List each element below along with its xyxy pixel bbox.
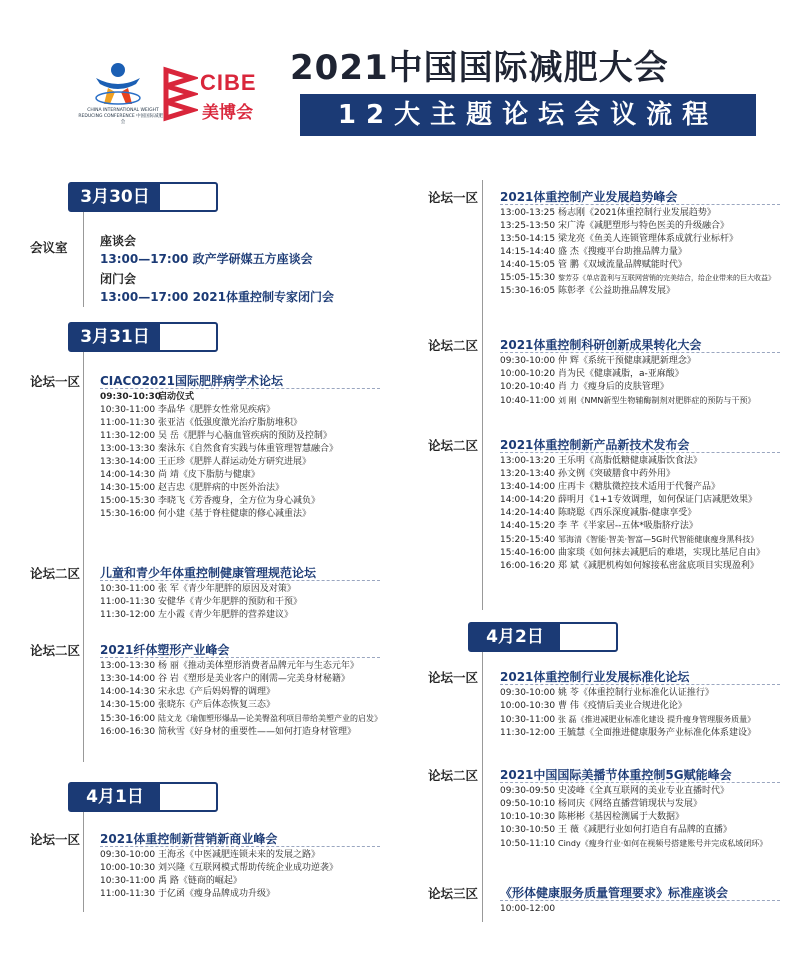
divider bbox=[100, 580, 380, 581]
agenda-item: 10:00-10:30 曹 伟《疫情后美业合规进化论》 bbox=[500, 701, 687, 711]
timeline-line bbox=[83, 812, 84, 912]
agenda-list bbox=[500, 687, 756, 740]
divider bbox=[500, 204, 780, 205]
agenda-item: 14:40-15:20 李 芊《半家居--五体*吸脂脐疗法》 bbox=[500, 521, 698, 531]
agenda-item: 10:30-11:00 张 磊《推进减肥业标准化建设 提升瘦身管理服务质量》 bbox=[500, 715, 756, 725]
timeline-line bbox=[83, 352, 84, 762]
venue-label: 论坛二区 bbox=[30, 566, 81, 581]
date-tag-0401 bbox=[68, 782, 218, 812]
divider bbox=[500, 900, 780, 901]
venue-label: 论坛一区 bbox=[428, 670, 479, 685]
agenda-item: 10:30-10:50 王 薇《减肥行业如何打造自有品牌的直播》 bbox=[500, 825, 732, 835]
agenda-item: 13:00-13:30 秦泳东《自然食育实践与体重管理智慧融合》 bbox=[100, 444, 339, 454]
agenda-item: 11:30-12:00 左小霞《青少年肥胖的营养建议》 bbox=[100, 610, 294, 620]
session-line: 13:00—17:00 政产学研媒五方座谈会 bbox=[100, 252, 313, 266]
timeline-line bbox=[482, 652, 483, 922]
timeline-line bbox=[83, 212, 84, 307]
agenda-item: 11:00-11:30 于亿函《瘦身品牌成功升级》 bbox=[100, 889, 276, 899]
divider bbox=[100, 846, 380, 847]
page-subtitle: 12大主题论坛会议流程 bbox=[337, 100, 719, 130]
cibe-logo-icon bbox=[162, 66, 198, 122]
agenda-item: 15:40-16:00 曲家琰《如何抹去减肥后的难堪，实现比基尼自由》 bbox=[500, 548, 766, 558]
conference-logo bbox=[78, 60, 168, 140]
agenda-item: 15:05-15:30 黎芳芬《单店盈利与互联网营销的完美结合，给企业带来的巨大收益》 bbox=[500, 273, 775, 283]
agenda-list bbox=[100, 391, 338, 521]
agenda-item: 09:30-10:00 仲 辉《系统干预健康减肥新理念》 bbox=[500, 356, 696, 366]
agenda-item: 10:00-12:00 bbox=[500, 904, 556, 914]
divider bbox=[500, 452, 780, 453]
agenda-item: 10:50-11:10 Cindy《瘦身行业·如何在视频号搭建账号并完成私域闭环》 bbox=[500, 839, 768, 849]
agenda-item: 09:50-10:10 杨同庆《网络直播营销现状与发展》 bbox=[500, 799, 703, 809]
date-tag-0402 bbox=[468, 622, 618, 652]
forum-title: 2021体重控制产业发展趋势峰会 bbox=[500, 190, 678, 204]
agenda-item: 13:25-13:50 宋广涛《减肥塑形与特色医美的升级融合》 bbox=[500, 221, 730, 231]
session-line: 13:00—17:00 2021体重控制专家闭门会 bbox=[100, 290, 334, 304]
agenda-item: 09:30-10:00 王海丞《中医减肥连锁未来的发展之路》 bbox=[100, 850, 321, 860]
agenda-item: 15:20-15:40 邹海清《智能·智美·智富—5G时代智能健康瘦身黑科技》 bbox=[500, 535, 759, 545]
agenda-list bbox=[500, 355, 755, 408]
venue-label: 论坛二区 bbox=[30, 643, 81, 658]
divider bbox=[500, 684, 780, 685]
date-tag-0330 bbox=[68, 182, 218, 212]
agenda-item: 09:30-10:30启动仪式 bbox=[100, 392, 195, 402]
agenda-list bbox=[500, 455, 765, 573]
agenda-item: 13:00-13:30 杨 丽《推动美体塑形消费者品牌元年与生态元年》 bbox=[100, 661, 359, 671]
agenda-item: 16:00-16:30 简秋雪《好身材的重要性——如何打造身材管理》 bbox=[100, 727, 357, 737]
date-label: 4月1日 bbox=[70, 784, 160, 810]
agenda-item: 14:00-14:30 尚 靖《皮下脂肪与健康》 bbox=[100, 470, 260, 480]
divider bbox=[100, 657, 380, 658]
date-label: 3月30日 bbox=[70, 184, 160, 210]
agenda-item: 10:30-11:00 张 军《青少年肥胖的原因及对策》 bbox=[100, 584, 296, 594]
forum-title: 2021体重控制新营销新商业峰会 bbox=[100, 832, 278, 846]
agenda-item: 14:00-14:30 宋永忠《产后妈妈臀的调理》 bbox=[100, 687, 276, 697]
forum-title: 2021体重控制行业发展标准化论坛 bbox=[500, 670, 690, 684]
agenda-list bbox=[100, 583, 302, 622]
agenda-item: 15:00-15:30 李晓飞《芳香瘦身，全方位为身心减负》 bbox=[100, 496, 321, 506]
agenda-item: 13:50-14:15 梁龙亮《鱼美人连锁管理体系成就行业标杆》 bbox=[500, 234, 739, 244]
agenda-item: 10:10-10:30 陈彬彬《基因检测属于大数据》 bbox=[500, 812, 685, 822]
cibe-logo-cn: 美博会 bbox=[202, 103, 253, 123]
forum-title: 2021中国国际美播节体重控制5G赋能峰会 bbox=[500, 768, 732, 782]
agenda-item: 13:30-14:00 谷 岩《塑形是美业客户的刚需—完美身材秘籍》 bbox=[100, 674, 350, 684]
agenda-item: 13:00-13:20 王乐明《高脂低糖健康减脂饮食法》 bbox=[500, 456, 703, 466]
cibe-logo-en: CIBE bbox=[200, 70, 257, 95]
agenda-item: 09:30-09:50 史凌峰《全真互联网的美业专业直播时代》 bbox=[500, 786, 730, 796]
forum-title: 2021纤体塑形产业峰会 bbox=[100, 643, 230, 657]
date-label: 3月31日 bbox=[70, 324, 160, 350]
agenda-item: 15:30-16:00 陆文龙《瑜伽塑形爆品—论美臀盈利项目带给美塑产业的启发》 bbox=[100, 714, 382, 724]
agenda-item: 11:00-11:30 张亚洁《低强度激光治疗脂肪堆积》 bbox=[100, 418, 303, 428]
venue-label: 论坛二区 bbox=[428, 338, 479, 353]
agenda-item: 14:20-14:40 陈晓聪《西乐深度减脂-健康享受》 bbox=[500, 508, 697, 518]
session-name: 座谈会 bbox=[100, 234, 137, 248]
agenda-item: 14:30-15:00 赵吉忠《肥胖病的中医外治法》 bbox=[100, 483, 285, 493]
agenda-item: 09:30-10:00 姚 苓《体重控制行业标准化认证推行》 bbox=[500, 688, 714, 698]
timeline-line bbox=[482, 180, 483, 610]
agenda-item: 13:00-13:25 杨志刚《2021体重控制行业发展趋势》 bbox=[500, 208, 716, 218]
agenda-item: 10:30-11:00 禹 路《链商的崛起》 bbox=[100, 876, 242, 886]
forum-title: 《形体健康服务质量管理要求》标准座谈会 bbox=[500, 886, 729, 900]
agenda-item: 14:30-15:00 张晓东《产后体态恢复三态》 bbox=[100, 700, 276, 710]
date-label: 4月2日 bbox=[470, 624, 560, 650]
session-name: 闭门会 bbox=[100, 272, 137, 286]
agenda-item: 11:30-12:00 吴 岳《肥胖与心脑血管疾病的预防及控制》 bbox=[100, 431, 332, 441]
agenda-item: 13:40-14:00 庄再卡《糖肽微控技术适用于代餐产品》 bbox=[500, 482, 721, 492]
venue-label: 会议室 bbox=[30, 240, 68, 255]
forum-title: CIACO2021国际肥胖病学术论坛 bbox=[100, 374, 283, 388]
divider bbox=[100, 388, 380, 389]
agenda-item: 15:30-16:05 陈彰孝《公益助推品牌发展》 bbox=[500, 286, 676, 296]
venue-label: 论坛二区 bbox=[428, 438, 479, 453]
venue-label: 论坛二区 bbox=[428, 768, 479, 783]
divider bbox=[500, 352, 780, 353]
venue-label: 论坛一区 bbox=[30, 374, 81, 389]
agenda-item: 14:15-14:40 盛 杰《搜瘦平台助推品牌力量》 bbox=[500, 247, 687, 257]
agenda-item: 13:20-13:40 孙文例《突破膳食中药外用》 bbox=[500, 469, 676, 479]
venue-label: 论坛三区 bbox=[428, 886, 479, 901]
agenda-item: 10:30-11:00 李晶华《肥胖女性常见疾病》 bbox=[100, 405, 276, 415]
agenda-list bbox=[500, 903, 558, 916]
conference-logo-text: CHINA INTERNATIONAL WEIGHT REDUCING CONFERENCE 中国国际减肥大会 bbox=[78, 108, 168, 125]
forum-title: 儿童和青少年体重控制健康管理规范论坛 bbox=[100, 566, 317, 580]
agenda-item: 10:00-10:30 刘兴隆《互联网模式帮助传统企业成功逆袭》 bbox=[100, 863, 339, 873]
agenda-item: 16:00-16:20 郑 斌《减肥机构如何嫁接私密盆底项目实现盈利》 bbox=[500, 561, 759, 571]
agenda-list bbox=[100, 660, 382, 739]
page-title: 2021中国国际减肥大会 bbox=[290, 48, 669, 88]
agenda-item: 13:30-14:00 王正珍《肥胖人群运动处方研究进展》 bbox=[100, 457, 312, 467]
agenda-item: 11:00-11:30 安健华《青少年肥胖的预防和干预》 bbox=[100, 597, 303, 607]
venue-label: 论坛一区 bbox=[30, 832, 81, 847]
agenda-item: 15:30-16:00 何小建《基于脊柱健康的修心减重法》 bbox=[100, 509, 312, 519]
date-tag-0331 bbox=[68, 322, 218, 352]
conference-logo-icon bbox=[78, 60, 158, 110]
agenda-item: 14:00-14:20 薛明月《1+1专效调理，如何保证门店减肥效果》 bbox=[500, 495, 757, 505]
agenda-list bbox=[500, 207, 775, 298]
agenda-item: 10:00-10:20 肖为民《健康减脂，a-亚麻酸》 bbox=[500, 369, 684, 379]
agenda-list bbox=[100, 849, 338, 901]
forum-title: 2021体重控制新产品新技术发布会 bbox=[500, 438, 690, 452]
cibe-logo bbox=[162, 66, 272, 126]
agenda-item: 10:20-10:40 肖 力《瘦身后的皮肤管理》 bbox=[500, 382, 669, 392]
agenda-item: 10:40-11:00 刘 刚《NMN新型生物辅酶制剂对肥胖症的预防与干预》 bbox=[500, 396, 756, 406]
forum-title: 2021体重控制科研创新成果转化大会 bbox=[500, 338, 702, 352]
divider bbox=[500, 782, 780, 783]
venue-label: 论坛一区 bbox=[428, 190, 479, 205]
agenda-item: 11:30-12:00 王毓慧《全面推进健康服务产业标准化体系建设》 bbox=[500, 728, 757, 738]
agenda-item: 14:40-15:05 管 鹏《双域流量品牌赋能时代》 bbox=[500, 260, 687, 270]
agenda-list bbox=[500, 785, 767, 851]
